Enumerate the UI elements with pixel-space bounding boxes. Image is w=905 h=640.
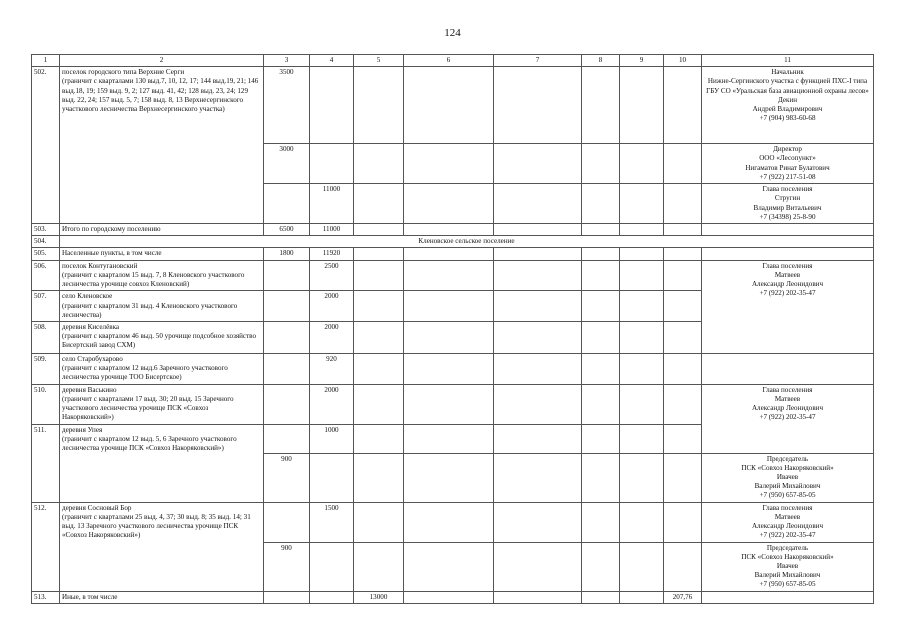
header-cell: 1 bbox=[32, 55, 60, 67]
table-row bbox=[32, 236, 874, 248]
responsible-contact: Глава поселения Матвеев Александр Леонидович +7 (922) 202-35-47 bbox=[702, 502, 874, 542]
row-number: 512. bbox=[32, 502, 60, 591]
settlement-name: село Старобухарово (граничит с кварталом 12 выд.6 Заречного участкового лесничества урочище ТОО Бисертское) bbox=[60, 353, 264, 384]
cell-col3: 900 bbox=[264, 542, 310, 591]
cell-col3: 900 bbox=[264, 453, 310, 502]
responsible-contact: Глава поселения Матвеев Александр Леонидович +7 (922) 202-35-47 bbox=[702, 260, 874, 353]
cell-col3: 3500 bbox=[264, 67, 310, 144]
row-number: 507. bbox=[32, 291, 60, 322]
cell-col10: 207,76 bbox=[664, 591, 702, 603]
settlement-name: село Кленовское (граничит с кварталом 31 выд. 4 Кленовского участкового лесничества) bbox=[60, 291, 264, 322]
table-row bbox=[32, 384, 874, 424]
row-label: Иные, в том числе bbox=[60, 591, 264, 603]
header-cell: 3 bbox=[264, 55, 310, 67]
page-number: 124 bbox=[444, 27, 461, 39]
header-cell: 4 bbox=[310, 55, 354, 67]
row-number: 504. bbox=[32, 236, 60, 248]
cell-col5: 13000 bbox=[354, 591, 404, 603]
responsible-contact: Председатель ПСК «Совхоз Накоряковский» Ивачев Валерий Михайлович +7 (950) 657-85-05 bbox=[702, 542, 874, 591]
row-number: 509. bbox=[32, 353, 60, 384]
table-row bbox=[32, 260, 874, 291]
responsible-contact: Глава поселения Стругин Владимир Витальевич +7 (34398) 25-8-90 bbox=[702, 184, 874, 224]
row-number: 506. bbox=[32, 260, 60, 291]
cell-col3: 3000 bbox=[264, 144, 310, 184]
settlement-name: поселок Контугановский (граничит с кварталом 15 выд. 7, 8 Кленовского участкового лесничества урочище совхоз Кленовский) bbox=[60, 260, 264, 291]
header-cell: 10 bbox=[664, 55, 702, 67]
row-number: 502. bbox=[32, 67, 60, 224]
row-number: 510. bbox=[32, 384, 60, 424]
header-cell: 2 bbox=[60, 55, 264, 67]
settlement-name: деревня Васькино (граничит с кварталами 17 выд. 30; 20 выд. 15 Заречного участкового лесничества урочище ПСК «Совхоз Накоряковский») bbox=[60, 384, 264, 424]
header-row bbox=[32, 55, 874, 67]
settlement-name: поселок городского типа Верхние Серги (граничит с кварталами 130 выд.7, 10, 12, 17; 144 выд.19, 21; 146 выд.18, 19; 159 выд. 9, 2; 127 выд. 41, 42; 128 выд. 23, 24; 129 выд. 22, 24; 157 выд. 5, 7; 158 выд. 8, 13 Верхнесергинского участкового лесничества Верхнесергинского участка) bbox=[60, 67, 264, 224]
row-number: 505. bbox=[32, 248, 60, 260]
cell-col4: 11920 bbox=[310, 248, 354, 260]
header-cell: 6 bbox=[404, 55, 494, 67]
row-number: 503. bbox=[32, 223, 60, 235]
cell-col3: 1800 bbox=[264, 248, 310, 260]
table-row bbox=[32, 248, 874, 260]
cell-col4: 11000 bbox=[310, 223, 354, 235]
table-row bbox=[32, 223, 874, 235]
responsible-contact: Директор ООО «Лесопункт» Нигаматов Ринат Булатович +7 (922) 217-51-08 bbox=[702, 144, 874, 184]
table-row bbox=[32, 353, 874, 384]
table-row bbox=[32, 67, 874, 144]
table-row bbox=[32, 591, 874, 603]
header-cell: 5 bbox=[354, 55, 404, 67]
cell-col4: 2500 bbox=[310, 260, 354, 291]
cell-col3: 6500 bbox=[264, 223, 310, 235]
table-row bbox=[32, 502, 874, 542]
settlement-name: деревня Сосновый Бор (граничит с кварталами 25 выд. 4, 37; 30 выд. 8; 35 выд. 14; 31 выд. 13 Заречного участкового лесничества урочище ПСК «Совхоз Накоряковский») bbox=[60, 502, 264, 591]
cell-col4: 11000 bbox=[310, 184, 354, 224]
responsible-contact: Председатель ПСК «Совхоз Накоряковский» Ивачев Валерий Михайлович +7 (950) 657-85-05 bbox=[702, 453, 874, 502]
cell-col4: 2000 bbox=[310, 384, 354, 424]
row-number: 511. bbox=[32, 424, 60, 502]
header-cell: 9 bbox=[620, 55, 664, 67]
header-cell: 7 bbox=[494, 55, 582, 67]
responsible-contact: Глава поселения Матвеев Александр Леонидович +7 (922) 202-35-47 bbox=[702, 384, 874, 453]
cell-col4: 2000 bbox=[310, 321, 354, 353]
row-number: 513. bbox=[32, 591, 60, 603]
cell-col4: 2000 bbox=[310, 291, 354, 322]
section-title: Кленовское сельское поселение bbox=[60, 236, 874, 248]
cell-col4: 1500 bbox=[310, 502, 354, 542]
row-number: 508. bbox=[32, 321, 60, 353]
cell-col4: 920 bbox=[310, 353, 354, 384]
header-cell: 11 bbox=[702, 55, 874, 67]
settlement-name: деревня Киселёвка (граничит с кварталом 46 выд. 50 урочище подсобное хозяйство Бисертский завод СХМ) bbox=[60, 321, 264, 353]
responsible-contact: Начальник Нижне-Сергинского участка с функцией ПХС-I типа ГБУ СО «Уральская база авиационной охраны лесов» Декин Андрей Владимирович +7 (904) 983-60-68 bbox=[702, 67, 874, 144]
cell-col4: 1000 bbox=[310, 424, 354, 453]
row-label: Итого по городскому поселению bbox=[60, 223, 264, 235]
fire-safety-table bbox=[31, 54, 874, 604]
header-cell: 8 bbox=[582, 55, 620, 67]
row-label: Населенные пункты, в том числе bbox=[60, 248, 264, 260]
settlement-name: деревня Упея (граничит с кварталом 12 выд. 5, 6 Заречного участкового лесничества урочище ПСК «Совхоз Накоряковский») bbox=[60, 424, 264, 502]
